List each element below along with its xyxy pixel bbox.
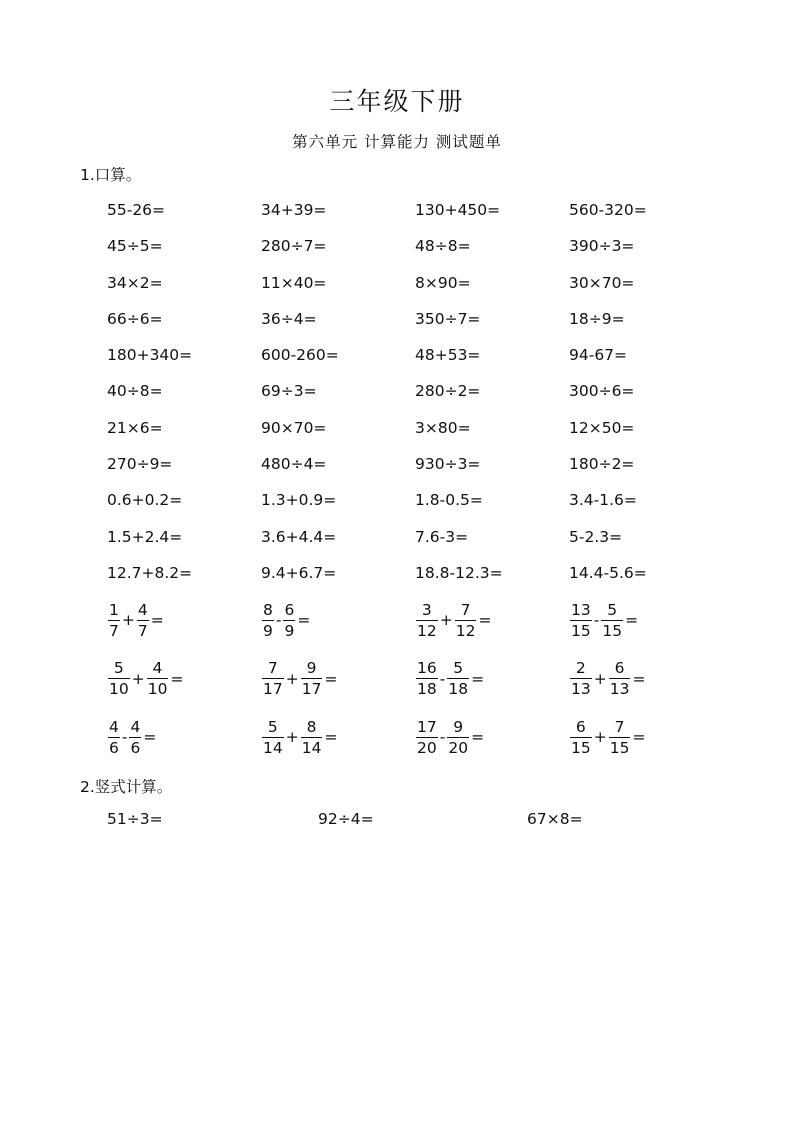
problem-row (107, 265, 727, 301)
fraction-problem-item (415, 712, 484, 762)
equals-sign: = (170, 669, 184, 688)
fraction-denominator: 9 (284, 621, 295, 640)
problem-item: 280÷2= (415, 382, 481, 401)
fraction-denominator: 17 (301, 680, 322, 699)
fraction-numerator: 6 (284, 600, 295, 619)
vertical-calc-row (107, 810, 707, 840)
fraction-numerator: 5 (267, 717, 278, 736)
fraction (570, 658, 592, 699)
fraction-numerator: 4 (152, 659, 163, 678)
fraction-problem-row (107, 708, 727, 767)
fraction-denominator: 17 (263, 680, 283, 699)
problem-item: 90×70= (261, 418, 327, 437)
fraction-numerator: 9 (453, 717, 464, 736)
fraction-problem-item (415, 595, 491, 645)
fraction (609, 658, 631, 699)
mental-math-grid (107, 192, 727, 767)
problem-item: 45÷5= (107, 237, 163, 256)
problem-item: 34+39= (261, 201, 327, 219)
fraction (108, 658, 130, 699)
problem-item: 66÷6= (107, 309, 163, 328)
fraction (416, 717, 438, 758)
problem-item: 270÷9= (107, 455, 173, 474)
fraction (570, 717, 592, 758)
fraction-denominator: 14 (263, 738, 283, 757)
problem-item: 1.8-0.5= (415, 491, 483, 510)
fraction (137, 600, 149, 641)
problem-row (107, 301, 727, 337)
problem-item: 480÷4= (261, 455, 327, 474)
problem-row (107, 337, 727, 373)
fraction-numerator: 17 (417, 717, 437, 736)
fraction-numerator: 7 (460, 600, 471, 619)
fraction (147, 658, 169, 699)
problem-item: 48+53= (415, 346, 481, 365)
problem-item: 3×80= (415, 418, 471, 437)
fraction (609, 717, 631, 758)
section-heading-vertical-calc: 2.竖式计算。 (80, 778, 173, 796)
fraction-denominator: 6 (130, 738, 141, 757)
equals-sign: = (632, 669, 646, 688)
equals-sign: = (150, 611, 164, 630)
fraction-numerator: 1 (109, 600, 119, 619)
fraction (129, 717, 141, 758)
fraction (301, 717, 323, 758)
problem-item: 55-26= (107, 201, 166, 219)
operator: - (439, 669, 446, 688)
fraction (447, 717, 469, 758)
operator: + (121, 611, 135, 630)
fraction (301, 658, 323, 699)
fraction-denominator: 10 (109, 680, 129, 699)
fraction-problem-item (569, 595, 638, 645)
fraction-denominator: 13 (571, 680, 591, 699)
problem-row (107, 519, 727, 555)
problem-item: 14.4-5.6= (569, 563, 647, 582)
problem-row (107, 446, 727, 482)
fraction-numerator: 7 (614, 717, 625, 736)
problem-item: 21×6= (107, 418, 163, 437)
fraction-problem-row (107, 650, 727, 709)
vertical-calc-problem: 92÷4= (318, 810, 374, 828)
problem-item: 390÷3= (569, 237, 635, 256)
operator: - (275, 611, 282, 630)
problem-row (107, 228, 727, 264)
fraction-numerator: 5 (607, 600, 618, 619)
fraction-denominator: 12 (455, 621, 476, 640)
operator: + (285, 669, 299, 688)
fraction-problem-row (107, 591, 727, 650)
fraction (108, 717, 120, 758)
equals-sign: = (324, 669, 338, 688)
operator: - (439, 728, 446, 747)
problem-item: 930÷3= (415, 455, 481, 474)
fraction-numerator: 5 (453, 659, 464, 678)
fraction-numerator: 3 (421, 600, 432, 619)
fraction (455, 600, 477, 641)
fraction-problem-item (107, 595, 164, 645)
problem-item: 3.4-1.6= (569, 491, 637, 510)
problem-item: 350÷7= (415, 309, 481, 328)
fraction (262, 600, 274, 641)
fraction-numerator: 5 (113, 659, 124, 678)
equals-sign: = (324, 728, 338, 747)
fraction-denominator: 15 (571, 621, 591, 640)
problem-row (107, 373, 727, 409)
operator: + (593, 669, 607, 688)
problem-row (107, 555, 727, 591)
fraction-denominator: 20 (448, 738, 469, 757)
equals-sign: = (625, 611, 639, 630)
problem-item: 560-320= (569, 201, 647, 219)
operator: + (131, 669, 145, 688)
fraction-numerator: 8 (263, 600, 273, 619)
fraction-numerator: 7 (267, 659, 278, 678)
fraction-denominator: 15 (571, 738, 591, 757)
problem-row (107, 482, 727, 518)
fraction-problem-item (569, 712, 645, 762)
fraction-problem-item (107, 712, 156, 762)
equals-sign: = (471, 728, 485, 747)
equals-sign: = (143, 728, 157, 747)
problem-item: 11×40= (261, 273, 327, 292)
problem-item: 36÷4= (261, 309, 317, 328)
problem-item: 180÷2= (569, 455, 635, 474)
fraction-denominator: 20 (417, 738, 437, 757)
vertical-calc-problem: 67×8= (527, 810, 583, 828)
equals-sign: = (632, 728, 646, 747)
fraction-numerator: 4 (137, 600, 148, 619)
problem-item: 34×2= (107, 273, 163, 292)
fraction-numerator: 2 (575, 659, 586, 678)
problem-item: 3.6+4.4= (261, 527, 337, 546)
problem-item: 40÷8= (107, 382, 163, 401)
operator: - (121, 728, 128, 747)
fraction-numerator: 8 (306, 717, 317, 736)
fraction-problem-item (569, 654, 645, 704)
fraction-numerator: 13 (571, 600, 591, 619)
fraction-numerator: 4 (130, 717, 141, 736)
fraction-denominator: 13 (609, 680, 630, 699)
fraction (416, 658, 438, 699)
fraction (108, 600, 120, 641)
fraction-problem-item (261, 595, 310, 645)
problem-row (107, 410, 727, 446)
fraction-denominator: 7 (109, 621, 119, 640)
page-subtitle: 第六单元 计算能力 测试题单 (292, 133, 502, 151)
problem-item: 1.5+2.4= (107, 527, 183, 546)
fraction (416, 600, 438, 641)
problem-item: 18÷9= (569, 309, 625, 328)
fraction (570, 600, 592, 641)
problem-item: 18.8-12.3= (415, 563, 503, 582)
problem-item: 30×70= (569, 273, 635, 292)
problem-item: 48÷8= (415, 237, 471, 256)
equals-sign: = (478, 611, 492, 630)
fraction-numerator: 4 (109, 717, 119, 736)
problem-item: 1.3+0.9= (261, 491, 337, 510)
problem-item: 8×90= (415, 273, 471, 292)
fraction-denominator: 7 (137, 621, 148, 640)
fraction-problem-item (261, 712, 337, 762)
problem-item: 280÷7= (261, 237, 327, 256)
problem-item: 0.6+0.2= (107, 491, 183, 510)
fraction-numerator: 16 (417, 659, 437, 678)
fraction-denominator: 9 (263, 621, 273, 640)
equals-sign: = (297, 611, 311, 630)
fraction (601, 600, 623, 641)
fraction-denominator: 18 (448, 680, 469, 699)
fraction (262, 658, 284, 699)
problem-item: 12.7+8.2= (107, 563, 193, 582)
fraction (447, 658, 469, 699)
problem-item: 69÷3= (261, 382, 317, 401)
fraction-numerator: 6 (614, 659, 625, 678)
fraction-denominator: 12 (417, 621, 437, 640)
fraction (262, 717, 284, 758)
fraction-denominator: 6 (109, 738, 119, 757)
fraction-problem-item (261, 654, 337, 704)
operator: - (593, 611, 600, 630)
fraction-problem-item (415, 654, 484, 704)
operator: + (439, 611, 453, 630)
problem-item: 300÷6= (569, 382, 635, 401)
fraction-denominator: 18 (417, 680, 437, 699)
problem-item: 9.4+6.7= (261, 563, 337, 582)
fraction-denominator: 15 (609, 738, 630, 757)
fraction-numerator: 9 (306, 659, 317, 678)
fraction-numerator: 6 (575, 717, 586, 736)
equals-sign: = (471, 669, 485, 688)
problem-item: 7.6-3= (415, 527, 469, 546)
problem-item: 130+450= (415, 201, 501, 219)
fraction-problem-item (107, 654, 183, 704)
fraction-denominator: 10 (147, 680, 168, 699)
problem-item: 180+340= (107, 346, 193, 365)
fraction (283, 600, 295, 641)
problem-item: 12×50= (569, 418, 635, 437)
page-title: 三年级下册 (329, 87, 465, 116)
operator: + (285, 728, 299, 747)
fraction-denominator: 15 (602, 621, 623, 640)
section-heading-mental-math: 1.口算。 (80, 166, 142, 184)
operator: + (593, 728, 607, 747)
problem-item: 94-67= (569, 346, 628, 365)
fraction-denominator: 14 (301, 738, 322, 757)
problem-item: 5-2.3= (569, 527, 623, 546)
vertical-calc-problem: 51÷3= (107, 810, 163, 828)
problem-row (107, 192, 727, 228)
problem-item: 600-260= (261, 346, 339, 365)
